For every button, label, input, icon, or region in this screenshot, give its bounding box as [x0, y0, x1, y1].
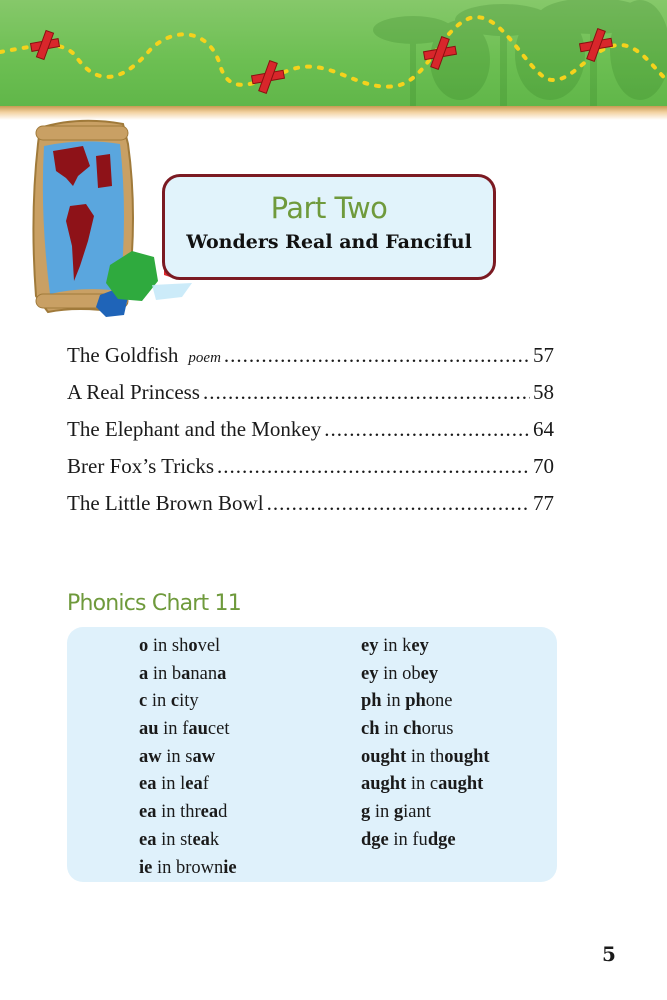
toc-entry-title: The Goldfish	[67, 343, 179, 367]
toc-leader-dots	[217, 454, 530, 479]
phonics-row: ey in key	[361, 636, 429, 656]
toc-entry-title: The Elephant and the Monkey	[67, 417, 322, 441]
toc-entry[interactable]	[67, 491, 554, 528]
page-number: 5	[602, 942, 616, 966]
toc-entry-page: 57	[533, 343, 554, 367]
phonics-row: a in banana	[139, 663, 227, 684]
table-of-contents	[67, 343, 554, 528]
phonics-row: o in shovel	[139, 636, 221, 656]
phonics-chart	[67, 627, 557, 882]
toc-entry-title: The Little Brown Bowl	[67, 491, 264, 515]
toc-entry[interactable]	[67, 380, 554, 417]
toc-entry-page: 70	[533, 454, 554, 478]
toc-entry-page: 58	[533, 380, 554, 404]
phonics-row: ea in steak	[139, 829, 220, 850]
toc-entry-note: poem	[188, 350, 221, 366]
treasure-trail-icon	[0, 0, 667, 112]
phonics-row: ie in brownie	[139, 857, 237, 878]
phonics-row: ea in leaf	[139, 774, 209, 795]
phonics-row: ea in thread	[139, 802, 228, 823]
toc-entry-page: 64	[533, 417, 554, 441]
toc-leader-dots	[224, 343, 530, 368]
phonics-chart-title: Phonics Chart 11	[67, 591, 241, 616]
header-banner	[0, 0, 667, 112]
phonics-row: c in city	[139, 691, 199, 712]
toc-entry-page: 77	[533, 491, 554, 515]
phonics-column-right	[361, 633, 490, 855]
toc-leader-dots	[203, 380, 530, 405]
red-x-mark-icon	[29, 27, 615, 96]
phonics-row: g in giant	[361, 802, 431, 823]
toc-entry[interactable]	[67, 417, 554, 454]
toc-entry-title: Brer Fox’s Tricks	[67, 454, 215, 478]
phonics-row: aught in caught	[361, 774, 484, 795]
part-subtitle: Wonders Real and Fanciful	[186, 231, 472, 253]
phonics-row: ch in chorus	[361, 719, 454, 740]
phonics-row: aw in saw	[139, 746, 216, 767]
phonics-row: ought in thought	[361, 746, 490, 767]
phonics-row: dge in fudge	[361, 829, 456, 850]
phonics-column-left	[139, 633, 237, 882]
toc-leader-dots	[267, 491, 530, 516]
phonics-row: ph in phone	[361, 691, 453, 712]
phonics-row: au in faucet	[139, 719, 230, 740]
toc-entry[interactable]	[67, 343, 554, 380]
part-title-box	[162, 174, 496, 280]
phonics-row: ey in obey	[361, 663, 439, 684]
toc-leader-dots	[324, 417, 530, 442]
toc-entry-title: A Real Princess	[67, 380, 200, 404]
toc-entry[interactable]	[67, 454, 554, 491]
part-title: Part Two	[270, 191, 388, 225]
